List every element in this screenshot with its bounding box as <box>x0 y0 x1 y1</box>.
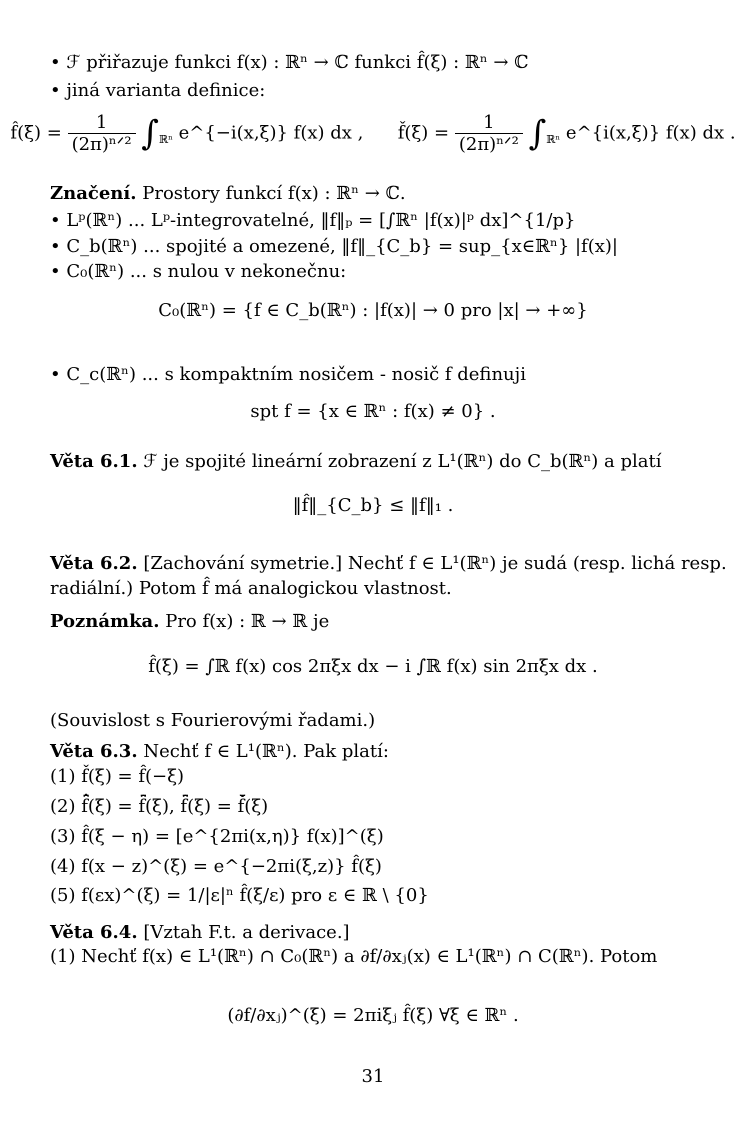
theorem-6-2-text-1: [Zachování symetrie.] Nechť f ∈ L¹(ℝⁿ) je sudá (resp. lichá resp. <box>143 553 727 574</box>
eq1-int-sub: ℝⁿ <box>158 133 173 147</box>
equation-theorem-6-4: (∂f/∂xⱼ)^(ξ) = 2πiξⱼ f̂(ξ) ∀ξ ∈ ℝⁿ . <box>227 1005 519 1026</box>
theorem-6-1-heading: Věta 6.1. <box>50 451 138 472</box>
eq1-integrand-2: e^{i(x,ξ)} f(x) dx . <box>565 122 736 144</box>
theorem-6-4-heading: Věta 6.4. <box>50 922 138 943</box>
notation-heading: Značení. <box>50 183 137 204</box>
eq1-integrand: e^{−i(x,ξ)} f(x) dx , <box>178 122 364 144</box>
bullet-line-variant: • jiná varianta definice: <box>50 80 266 101</box>
theorem-6-2 <box>50 553 727 575</box>
notation-line <box>50 183 406 205</box>
remark <box>50 611 329 633</box>
bullet-lp: • Lᵖ(ℝⁿ) ... Lᵖ-integrovatelné, ‖f‖ₚ = [∫ℝⁿ |f(x)|ᵖ dx]^{1/p} <box>50 210 576 231</box>
equation-definitions <box>0 112 746 162</box>
theorem-6-4-item-1: (1) Nechť f(x) ∈ L¹(ℝⁿ) ∩ C₀(ℝⁿ) a ∂f/∂xⱼ(x) ∈ L¹(ℝⁿ) ∩ C(ℝⁿ). Potom <box>50 946 658 967</box>
bullet-c0: • C₀(ℝⁿ) ... s nulou v nekonečnu: <box>50 261 347 282</box>
eq1-den: (2π)ⁿᐟ² <box>68 133 136 155</box>
remark-text: Pro f(x) : ℝ → ℝ je <box>165 611 330 632</box>
theorem-6-3-item-4: (4) f(x − z)^(ξ) = e^{−2πi(ξ,z)} f̂(ξ) <box>50 856 382 877</box>
theorem-6-3-item-3: (3) f̂(ξ − η) = [e^{2πi(x,η)} f(x)]^(ξ) <box>50 826 384 847</box>
bullet-cc: • C_c(ℝⁿ) ... s kompaktním nosičem - nosič f definuji <box>50 364 526 385</box>
integral-sign-2: ∫ <box>528 113 547 154</box>
eq1-right: f̌(ξ) = <box>397 122 450 144</box>
theorem-6-1-text: ℱ je spojité lineární zobrazení z L¹(ℝⁿ) do C_b(ℝⁿ) a platí <box>143 451 662 472</box>
theorem-6-2-text-2: radiální.) Potom f̂ má analogickou vlastnost. <box>50 578 452 599</box>
equation-theorem-6-1: ‖f̂‖_{C_b} ≤ ‖f‖₁ . <box>292 495 454 516</box>
theorem-6-4 <box>50 922 350 944</box>
theorem-6-3-item-5: (5) f(εx)^(ξ) = 1/|ε|ⁿ f̂(ξ/ε) pro ε ∈ ℝ \ {0} <box>50 885 429 906</box>
eq1-int-sub-2: ℝⁿ <box>546 133 561 147</box>
theorem-6-3-heading: Věta 6.3. <box>50 741 138 762</box>
fourier-series-note: (Souvislost s Fourierovými řadami.) <box>50 710 376 731</box>
bullet-line-fourier-map: • ℱ přiřazuje funkci f(x) : ℝⁿ → ℂ funkci f̂(ξ) : ℝⁿ → ℂ <box>50 52 529 73</box>
bullet-cb: • C_b(ℝⁿ) ... spojité a omezené, ‖f‖_{C_b} = sup_{x∈ℝⁿ} |f(x)| <box>50 236 618 257</box>
eq1-num-2: 1 <box>483 112 495 133</box>
page-number: 31 <box>361 1066 385 1087</box>
theorem-6-1 <box>50 451 661 473</box>
equation-remark: f̂(ξ) = ∫ℝ f(x) cos 2πξx dx − i ∫ℝ f(x) sin 2πξx dx . <box>148 656 598 677</box>
eq1-fraction <box>68 112 136 155</box>
remark-heading: Poznámka. <box>50 611 160 632</box>
theorem-6-4-text: [Vztah F.t. a derivace.] <box>143 922 350 943</box>
theorem-6-3 <box>50 741 389 763</box>
equation-c0: C₀(ℝⁿ) = {f ∈ C_b(ℝⁿ) : |f(x)| → 0 pro |x| → +∞} <box>158 300 588 321</box>
theorem-6-3-item-1: (1) f̌(ξ) = f̂(−ξ) <box>50 766 185 787</box>
eq1-left: f̂(ξ) = <box>10 122 62 144</box>
theorem-6-2-heading: Věta 6.2. <box>50 553 138 574</box>
eq1-num: 1 <box>95 112 108 133</box>
eq1-fraction-2 <box>455 112 523 155</box>
eq1-den-2: (2π)ⁿᐟ² <box>455 133 523 155</box>
equation-spt: spt f = {x ∈ ℝⁿ : f(x) ≠ 0} . <box>250 401 496 422</box>
theorem-6-3-text: Nechť f ∈ L¹(ℝⁿ). Pak platí: <box>143 741 389 762</box>
notation-text: Prostory funkcí f(x) : ℝⁿ → ℂ. <box>142 183 406 204</box>
integral-sign: ∫ <box>141 113 159 154</box>
theorem-6-3-item-2: (2) f̄̂(ξ) = f̂̄(ξ), f̂̄(ξ) = f̌̄(ξ) <box>50 796 269 817</box>
